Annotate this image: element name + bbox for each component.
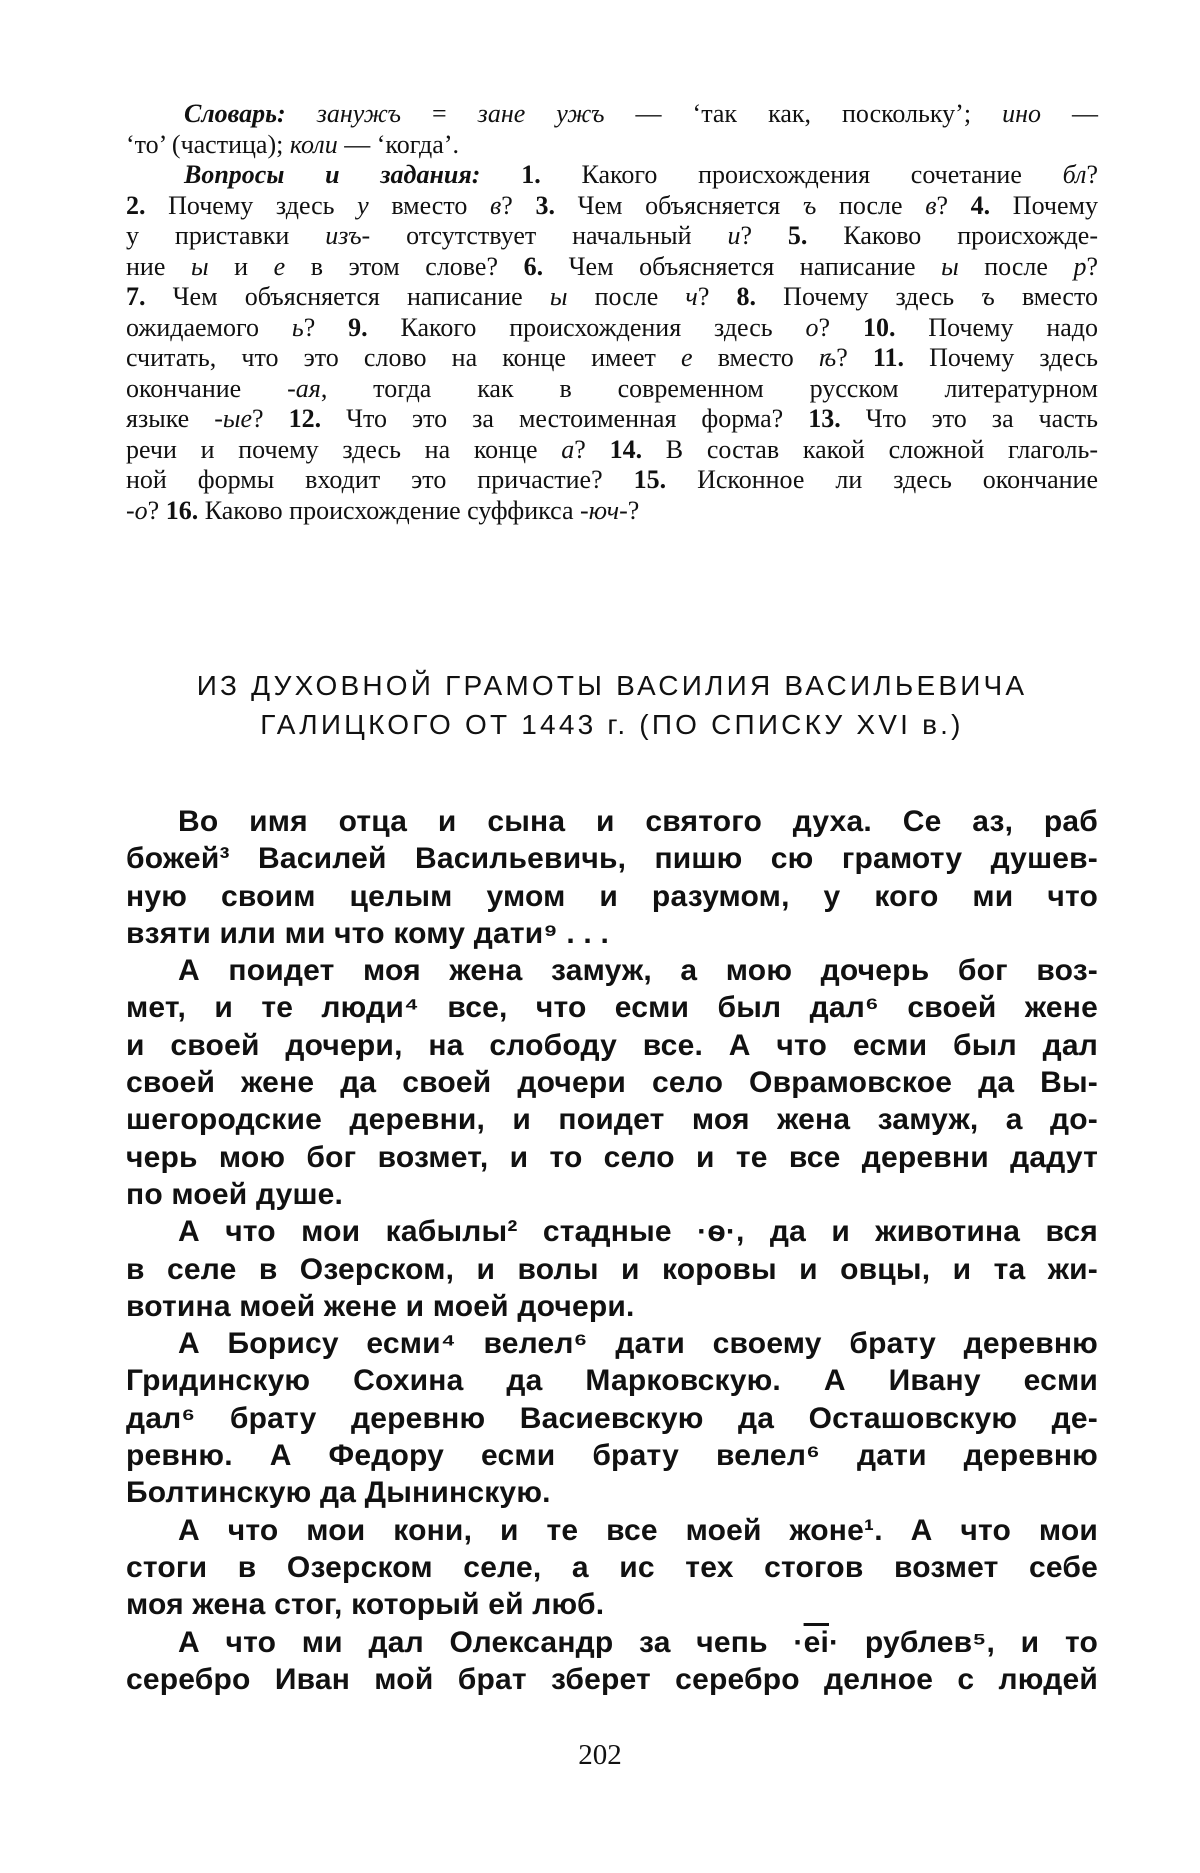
question-number: 3. — [535, 190, 555, 220]
questions-line — [126, 465, 1098, 496]
question-text: после — [958, 251, 1074, 281]
letter-example: ы — [190, 251, 209, 281]
question-text: ? — [147, 495, 166, 525]
letter-example: о — [805, 312, 819, 342]
letter-example: изъ- — [325, 221, 371, 250]
questions-line — [126, 160, 1098, 191]
question-text: вместо — [368, 190, 490, 220]
question-text: Какого происхождения сочетание — [540, 160, 1063, 189]
vocabulary-line — [126, 130, 1098, 161]
vocab-term: коли — [289, 129, 338, 159]
question-text: у приставки — [126, 221, 326, 250]
section-title-line: ГАЛИЦКОГО ОТ 1443 г. (ПО СПИСКУ XVI в.) — [260, 709, 964, 740]
letter-example: -ые — [214, 404, 253, 433]
charter-paragraph — [126, 1512, 1098, 1624]
question-text: , тогда как в современном русском литературном — [320, 373, 1098, 403]
letter-example: в — [489, 190, 502, 220]
question-text: и — [208, 251, 274, 281]
charter-line: Во имя отца и сына и святого духа. Се аз, раб — [178, 805, 1098, 838]
vocab-term: занужъ — [316, 99, 401, 128]
question-number: 12. — [288, 404, 322, 433]
question-text: отсутствует начальный — [370, 221, 728, 250]
question-text: Что это за местоименная форма? — [321, 404, 809, 433]
question-text: Почему здесь — [145, 190, 358, 220]
question-text: ной формы входит это причастие? — [126, 465, 634, 494]
question-text: ? — [740, 221, 788, 250]
question-text: ? — [303, 312, 349, 342]
question-text: ? — [697, 282, 737, 311]
charter-line: стоги в Озерском селе, а ис тех стогов возмет себе — [126, 1550, 1098, 1584]
charter-text-run: А что ми дал Олександр за чепь · — [178, 1625, 804, 1659]
charter-line: А поидет моя жена замуж, а мою дочерь бог воз- — [178, 954, 1098, 988]
question-text: ? — [818, 312, 863, 342]
questions-line — [126, 374, 1098, 405]
letter-example: ь — [291, 312, 304, 342]
section-title — [126, 666, 1098, 744]
charter-line: взяти или ми что кому дати⁹ . . . — [126, 916, 610, 950]
question-number: 15. — [633, 465, 667, 494]
numeral-with-titlo: еі — [803, 1625, 829, 1659]
letter-example: у — [357, 190, 369, 220]
vocab-gloss: — ‘так как, поскольку’; — [604, 99, 1003, 128]
questions-line — [126, 313, 1098, 344]
notes-block — [126, 99, 1098, 526]
page-number: 202 — [578, 1739, 622, 1771]
question-text: ожидаемого — [126, 312, 292, 342]
charter-paragraph — [126, 1325, 1098, 1511]
charter-line: Болтинскую да Дынинскую. — [126, 1476, 551, 1510]
charter-line — [126, 1624, 1098, 1661]
charter-line: А что мои кабылы² стадные ·ѳ·, да и животина вся — [178, 1215, 1098, 1249]
question-number: 9. — [348, 312, 368, 342]
question-text: ? — [836, 343, 873, 372]
question-text: ? — [1086, 160, 1098, 189]
charter-paragraph — [126, 1213, 1098, 1325]
charter-line: дал⁶ брату деревню Васиевскую да Осташовскую де- — [126, 1401, 1098, 1435]
questions-line — [126, 435, 1098, 466]
letter-example: ы — [549, 282, 568, 311]
charter-line: моя жена стог, который ей люб. — [126, 1588, 605, 1622]
question-text: Какого происхождения здесь — [367, 312, 806, 342]
question-number: 10. — [862, 312, 896, 342]
charter-paragraph — [126, 952, 1098, 1213]
question-text: В состав какой сложной глаголь- — [642, 434, 1098, 464]
vocab-gloss: — ‘когда’. — [337, 129, 459, 159]
question-text: вместо — [994, 282, 1098, 311]
charter-line: шегородские деревни, и поидет моя жена замуж, а до- — [126, 1103, 1098, 1137]
question-number: 6. — [523, 251, 544, 281]
charter-paragraph — [126, 803, 1098, 952]
charter-line: божей³ Василей Васильевичь, пишю сю грамоту душев- — [126, 842, 1098, 876]
question-number: 1. — [521, 160, 541, 189]
question-number: 7. — [126, 282, 146, 311]
question-text: Почему — [990, 190, 1098, 220]
question-number: 8. — [736, 282, 757, 311]
question-text: Исконное ли здесь окончание — [666, 465, 1099, 494]
charter-text-run: · рублев⁵, и то — [829, 1625, 1098, 1659]
letter-example: ы — [941, 251, 959, 281]
vocabulary — [126, 99, 1098, 160]
questions-line — [126, 496, 1098, 527]
charter-line: А что мои кони, и те все моей жоне¹. А что мои — [178, 1513, 1098, 1547]
vocab-term: ино — [1002, 99, 1041, 128]
question-text: Почему надо — [895, 312, 1099, 342]
question-text: Каково происхождение суффикса — [198, 495, 581, 525]
vocabulary-line — [126, 99, 1098, 130]
question-text: языке — [126, 404, 215, 433]
charter-line: мет, и те люди⁴ все, что есми был дал⁶ своей жене — [126, 991, 1098, 1025]
letter-example: и — [727, 221, 741, 250]
question-text: окончание — [126, 373, 288, 403]
question-text: Чем объясняется написание — [145, 282, 550, 311]
charter-line: своей жене да своей дочери село Оврамовское да Вы- — [126, 1066, 1098, 1100]
letter-example: ъ — [981, 282, 995, 311]
question-text: ние — [126, 251, 191, 281]
question-text: ? — [936, 190, 971, 220]
vocabulary-label: Словарь: — [184, 99, 317, 128]
question-number: 16. — [165, 495, 199, 525]
charter-line: в селе в Озерском, и волы и коровы и овцы, и та жи- — [126, 1252, 1098, 1286]
question-text: Почему здесь — [903, 343, 1098, 372]
vocab-term: зане ужъ — [477, 99, 605, 128]
questions-line — [126, 404, 1098, 435]
question-text: Каково происхожде- — [807, 221, 1098, 250]
question-number: 13. — [808, 404, 841, 433]
charter-line: ревню. А Федору есми брату велел⁶ дати деревню — [126, 1439, 1098, 1473]
letter-example: -о — [126, 495, 148, 525]
question-text: считать, что это слово на конце имеет — [126, 343, 682, 372]
charter-line: серебро Иван мой брат зберет серебро делное с людей — [126, 1662, 1098, 1696]
questions-line — [126, 191, 1098, 222]
questions-label: Вопросы и задания: — [184, 160, 522, 189]
section-title-line: ИЗ ДУХОВНОЙ ГРАМОТЫ ВАСИЛИЯ ВАСИЛЬЕВИЧА — [196, 670, 1028, 701]
letter-example: е — [681, 343, 693, 372]
question-number: 5. — [787, 221, 808, 250]
question-text: Что это за часть — [840, 404, 1098, 433]
question-text: вместо — [692, 343, 819, 372]
letter-example: р — [1073, 251, 1087, 281]
question-text: ? — [627, 495, 640, 525]
letter-example: -ая — [287, 373, 321, 403]
charter-line: Гридинскую Сохина да Марковскую. А Ивану есми — [126, 1364, 1098, 1398]
vocab-gloss: = — [400, 99, 478, 128]
letter-example: в — [925, 190, 937, 220]
questions-line — [126, 221, 1098, 252]
charter-line: А Борису есми⁴ велел⁶ дати своему брату деревню — [178, 1327, 1098, 1361]
letter-example: е — [273, 251, 286, 281]
question-text: Чем объясняется — [554, 190, 803, 220]
question-text: Почему здесь — [756, 282, 982, 311]
question-text: ? — [1086, 251, 1099, 281]
letter-example: бл — [1062, 160, 1087, 189]
charter-paragraph — [126, 1624, 1098, 1699]
charter-text — [126, 803, 1098, 1698]
charter-line: по моей душе. — [126, 1177, 344, 1211]
charter-line: черь мою бог возмет, и то село и те все деревни дадут — [126, 1140, 1098, 1174]
question-text: ? — [501, 190, 536, 220]
charter-line: ную своим целым умом и разумом, у кого ми что — [126, 879, 1098, 913]
question-text: Чем объясняется написание — [543, 251, 942, 281]
questions-line — [126, 252, 1098, 283]
charter-line: и своей дочери, на слободу все. А что есми был дал — [126, 1028, 1098, 1062]
question-text: после — [567, 282, 686, 311]
letter-example: -юч- — [580, 495, 628, 525]
questions-line — [126, 343, 1098, 374]
question-text: речи и почему здесь на конце — [126, 434, 562, 464]
question-text: после — [816, 190, 926, 220]
questions — [126, 160, 1098, 526]
vocab-gloss: — — [1040, 99, 1099, 128]
letter-example: а — [561, 434, 575, 464]
question-text: ? — [574, 434, 610, 464]
vocab-gloss: ‘то’ (частица); — [126, 129, 290, 159]
question-text: ? — [252, 404, 289, 433]
letter-example: ч — [685, 282, 698, 311]
question-text: в этом слове? — [285, 251, 524, 281]
questions-line — [126, 282, 1098, 313]
charter-line: вотина моей жене и моей дочери. — [126, 1289, 635, 1323]
question-number: 14. — [609, 434, 643, 464]
question-number: 2. — [126, 190, 146, 220]
question-number: 11. — [872, 343, 904, 372]
letter-example: ѣ — [818, 343, 837, 372]
question-number: 4. — [970, 190, 991, 220]
letter-example: ъ — [802, 190, 817, 220]
